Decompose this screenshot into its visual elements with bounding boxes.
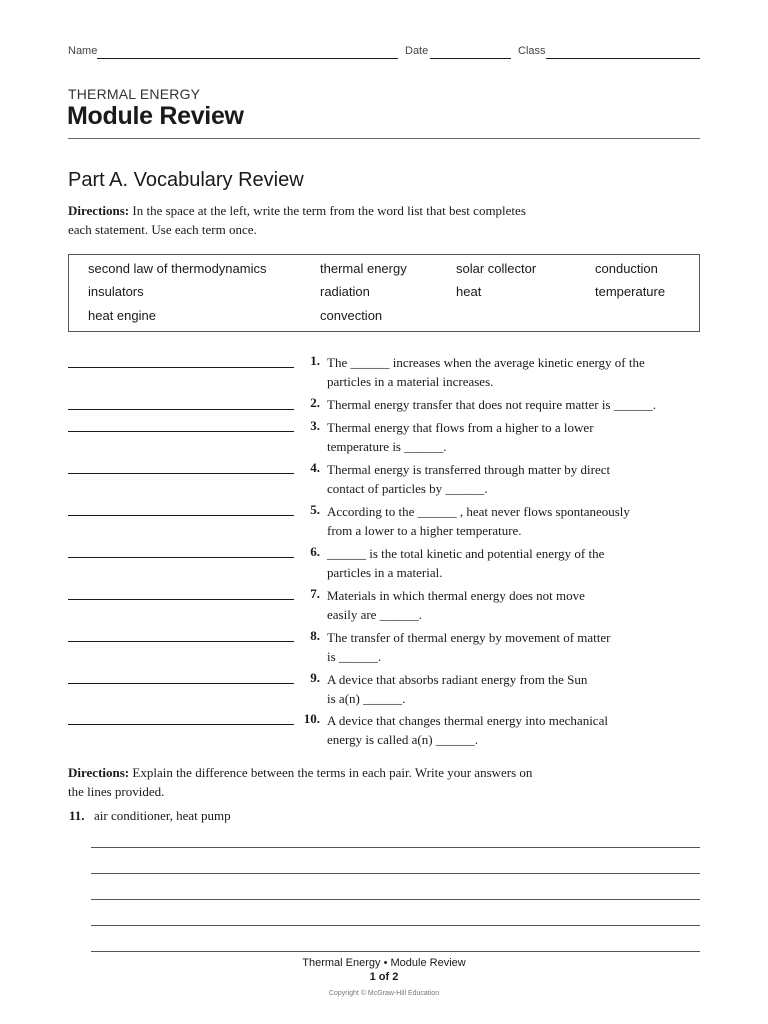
question-number: 9.: [310, 670, 320, 685]
answer-line-2[interactable]: [68, 409, 294, 410]
question-number: 3.: [310, 418, 320, 433]
written-answer-line[interactable]: [91, 899, 700, 900]
question-text: [327, 418, 707, 456]
answer-line-7[interactable]: [68, 599, 294, 600]
question-line: The transfer of thermal energy by movement of matter: [327, 630, 611, 645]
part-a-directions: [68, 201, 708, 239]
module-kicker: THERMAL ENERGY: [68, 86, 201, 102]
question-line: particles in a material increases.: [327, 374, 494, 389]
footer-subtitle: Module Review: [390, 957, 466, 969]
title-divider: [68, 138, 700, 139]
word-item: radiation: [320, 284, 370, 299]
question-number: 7.: [310, 586, 320, 601]
question-number: 8.: [310, 628, 320, 643]
question-line: is ______.: [327, 649, 382, 664]
word-list-box: [68, 254, 700, 332]
footer-title: [0, 957, 768, 969]
question-line: A device that absorbs radiant energy from the Sun: [327, 672, 588, 687]
question-text: [327, 670, 707, 708]
word-item: conduction: [595, 261, 658, 276]
footer-separator: •: [383, 957, 388, 969]
answer-line-5[interactable]: [68, 515, 294, 516]
word-item: heat: [456, 284, 482, 299]
question-line: energy is called a(n) ______.: [327, 732, 479, 747]
word-item: thermal energy: [320, 261, 407, 276]
question-line: The ______ increases when the average kinetic energy of the: [327, 355, 645, 370]
part-a-heading: Part A. Vocabulary Review: [68, 169, 304, 191]
name-field[interactable]: [97, 58, 398, 59]
question-line: temperature is ______.: [327, 439, 447, 454]
directions-label: Directions:: [68, 203, 130, 218]
written-answer-line[interactable]: [91, 951, 700, 952]
question-line: Thermal energy transfer that does not require matter is ______.: [327, 397, 656, 412]
answer-line-4[interactable]: [68, 473, 294, 474]
word-item: convection: [320, 308, 383, 323]
question-line: ______ is the total kinetic and potential energy of the: [327, 546, 605, 561]
directions-line1: Explain the difference between the terms in each pair. Write your answers on: [132, 765, 533, 780]
question-number: 2.: [310, 395, 320, 410]
question-text: [327, 586, 707, 624]
answer-line-3[interactable]: [68, 431, 294, 432]
directions-label: Directions:: [68, 765, 130, 780]
copyright: Copyright © McGraw-Hill Education: [328, 990, 440, 997]
answer-line-6[interactable]: [68, 557, 294, 558]
name-label: Name: [68, 45, 98, 57]
question-number: 11.: [69, 808, 85, 823]
footer-module: Thermal Energy: [302, 957, 381, 969]
question-line: A device that changes thermal energy into mechanical: [327, 713, 608, 728]
written-answer-line[interactable]: [91, 873, 700, 874]
date-label: Date: [405, 45, 429, 57]
word-item: second law of thermodynamics: [88, 261, 267, 276]
question-line: contact of particles by ______.: [327, 481, 488, 496]
question-number: 1.: [310, 353, 320, 368]
class-label: Class: [518, 45, 546, 57]
part-b-directions: [68, 763, 708, 801]
page-number: 1 of 2: [369, 971, 399, 983]
question-number: 4.: [310, 460, 320, 475]
question-line: is a(n) ______.: [327, 691, 406, 706]
written-answer-line[interactable]: [91, 925, 700, 926]
question-text: [327, 544, 707, 582]
answer-line-9[interactable]: [68, 683, 294, 684]
question-text: [327, 460, 707, 498]
word-item: heat engine: [88, 308, 156, 323]
question-text: [327, 711, 707, 749]
question-line: According to the ______ , heat never flows spontaneously: [327, 504, 630, 519]
directions-line1: In the space at the left, write the term from the word list that best completes: [132, 203, 526, 218]
answer-line-1[interactable]: [68, 367, 294, 368]
question-line: Thermal energy that flows from a higher to a lower: [327, 420, 594, 435]
written-answer-line[interactable]: [91, 847, 700, 848]
question-number: 5.: [310, 502, 320, 517]
answer-line-10[interactable]: [68, 724, 294, 725]
question-line: from a lower to a higher temperature.: [327, 523, 522, 538]
question-text: air conditioner, heat pump: [94, 808, 231, 823]
question-text: [327, 502, 707, 540]
word-item: solar collector: [456, 261, 537, 276]
question-text: [327, 395, 707, 414]
directions-line2: each statement. Use each term once.: [68, 222, 257, 237]
question-line: easily are ______.: [327, 607, 422, 622]
question-text: [327, 353, 707, 391]
question-line: Thermal energy is transferred through matter by direct: [327, 462, 611, 477]
answer-line-8[interactable]: [68, 641, 294, 642]
question-number: 6.: [310, 544, 320, 559]
class-field[interactable]: [546, 58, 700, 59]
word-item: temperature: [595, 284, 666, 299]
word-item: insulators: [88, 284, 144, 299]
directions-line2: the lines provided.: [68, 784, 165, 799]
question-line: particles in a material.: [327, 565, 443, 580]
question-text: [327, 628, 707, 666]
date-field[interactable]: [430, 58, 511, 59]
question-line: Materials in which thermal energy does not move: [327, 588, 585, 603]
question-number: 10.: [303, 711, 320, 726]
page-title: Module Review: [67, 102, 244, 130]
